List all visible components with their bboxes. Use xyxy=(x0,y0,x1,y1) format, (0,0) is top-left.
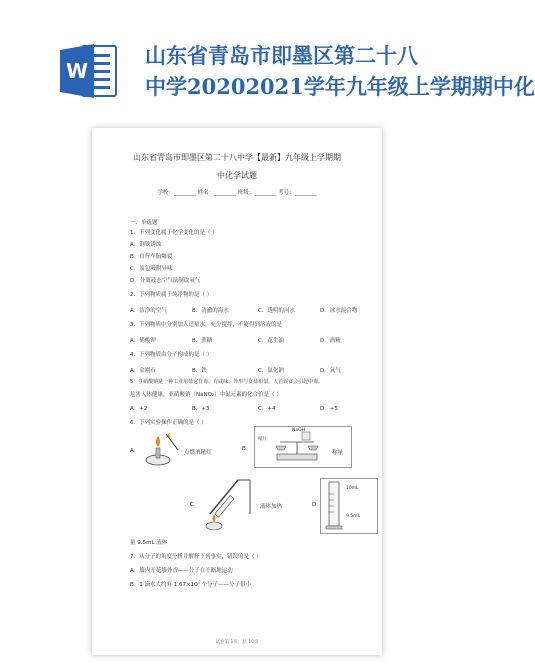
page-footer: 试卷第 1页，总 10页 xyxy=(215,640,259,645)
q5-option-b: B．+3 xyxy=(192,406,210,412)
q5-option-c: C．+4 xyxy=(258,406,276,412)
fig-d-caption: 量 9.5mL 液体 xyxy=(130,540,168,546)
question-2: 2．下列物质属于纯净物的是（ ） xyxy=(130,292,213,298)
q7-option-b: B．1 滴水大约有 1.67×10ⁿ 个分子——分子很小 xyxy=(130,582,252,588)
q4-option-b: B．铁 xyxy=(192,368,207,374)
banner-title-line1: 山东省青岛市即墨区第二十八 xyxy=(145,43,418,68)
q3-option-d: D．酒精 xyxy=(320,338,341,344)
fig-d-9-5ml-label: 9.5mL xyxy=(346,514,361,519)
q2-option-d: D．冰水混合物 xyxy=(320,308,358,314)
student-info-line: 学校：________ 姓名：________ 班级：________ 考号：________ xyxy=(157,190,317,196)
q2-option-c: C．透明的河水 xyxy=(258,308,295,314)
q5-option-a: A．+2 xyxy=(130,406,148,412)
q2-option-b: B．清澈的海水 xyxy=(192,308,229,314)
banner-title-line2: 中学20202021学年九年级上学期期中化 xyxy=(145,74,535,99)
q1-option-d: D．分离液态空气法制取氧气 xyxy=(130,278,201,284)
q4-option-a: A．金刚石 xyxy=(130,368,156,374)
banner-title xyxy=(145,40,535,102)
banner xyxy=(0,0,535,130)
question-5-line1: 5．亚硝酸钠是一种工业用盐它有毒、有咸味，外形与食盐相似。人若误食会引起中毒。 xyxy=(130,379,324,385)
question-1: 1．下列变化属于化学变化的是（ ） xyxy=(130,230,218,236)
q7-option-a: A．墙内开花墙外香——分子在不断地运动 xyxy=(130,568,233,574)
q4-option-c: C．氯化钠 xyxy=(258,368,284,374)
word-icon xyxy=(58,40,120,102)
q1-option-c: C．炭包吸附异味 xyxy=(130,266,173,272)
question-3: 3．下列物质中分别加入适量水，充分搅拌，不能得到溶液的是 xyxy=(130,322,283,328)
svg-text:W: W xyxy=(65,59,89,83)
fig-d-10ml-label: 10mL xyxy=(346,486,359,491)
fig-b-letter: B. xyxy=(242,446,248,452)
doc-title-line1: 山东省青岛市即墨区第二十八中学【最新】九年级上学期期 xyxy=(133,153,341,162)
fig-b-balance-image xyxy=(272,428,322,464)
fig-d-cylinder-image xyxy=(322,480,346,530)
question-4: 4．下列物质由分子构成的是（ ） xyxy=(130,352,213,358)
question-7: 7．从分子的角度分析并解释下列事实，错误的是（ ） xyxy=(130,554,262,560)
fig-d-letter: D. xyxy=(312,502,318,508)
question-5-line2: 危害人体健康，亚硝酸钠（NaNO₂）中氮元素的化合价是（ ） xyxy=(130,392,282,398)
fig-b-naoh-label: NaOH xyxy=(292,428,306,433)
q1-option-b: B．自行车胎爆裂 xyxy=(130,254,173,260)
document-page xyxy=(92,128,382,655)
fig-c-caption: 液体加热 xyxy=(260,504,283,510)
q2-option-a: A．洁净的空气 xyxy=(130,308,167,314)
fig-a-caption: 点燃酒精灯 xyxy=(184,450,212,456)
q4-option-d: D．氧气 xyxy=(320,368,341,374)
section-heading: 一、单选题 xyxy=(130,220,158,226)
q3-option-c: C．花生油 xyxy=(258,338,284,344)
fig-c-letter: C. xyxy=(190,502,196,508)
fig-a-alcohol-lamp-image xyxy=(142,430,182,466)
q3-option-b: B．蔗糖 xyxy=(192,338,213,344)
q1-option-a: A．钢铁锈蚀 xyxy=(130,242,162,248)
fig-b-caption: 称量 xyxy=(332,450,344,456)
fig-c-heating-image xyxy=(200,474,256,532)
question-6: 6．下列实验操作正确的是（ ） xyxy=(130,420,207,426)
fig-a-letter: A. xyxy=(130,448,136,454)
q3-option-a: A．硝酸钾 xyxy=(130,338,156,344)
doc-title-line2: 中化学试题 xyxy=(217,171,257,180)
q5-option-d: D．+5 xyxy=(320,406,338,412)
fig-b-paper-label: 纸片 xyxy=(258,437,267,442)
